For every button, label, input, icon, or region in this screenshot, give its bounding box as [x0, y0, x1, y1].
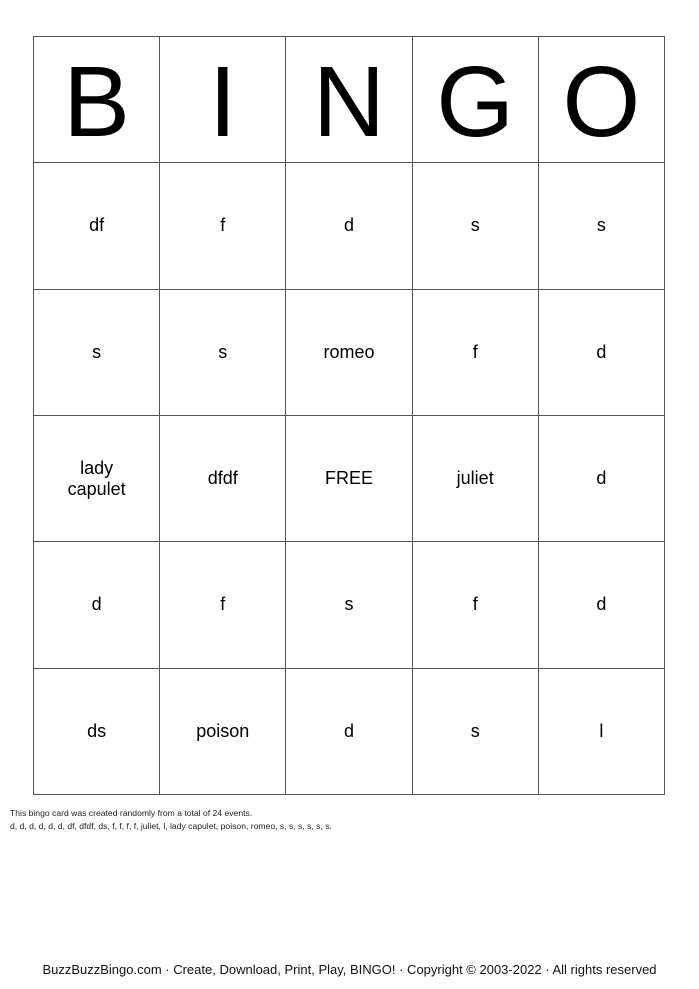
bingo-cell: f: [160, 542, 286, 668]
bingo-cell: f: [160, 163, 286, 289]
bingo-cell: s: [539, 163, 665, 289]
header-cell-b: [34, 37, 160, 163]
card-note: [10, 807, 332, 833]
bingo-cell: s: [160, 290, 286, 416]
bingo-cell: ds: [34, 669, 160, 795]
bingo-cell: d: [539, 416, 665, 542]
header-cell-i: [160, 37, 286, 163]
bingo-cell: romeo: [286, 290, 412, 416]
bingo-cell: s: [413, 669, 539, 795]
header-cell-g: [413, 37, 539, 163]
bingo-cell: f: [413, 542, 539, 668]
header-letter: O: [562, 45, 641, 158]
bingo-cell: l: [539, 669, 665, 795]
header-letter: I: [208, 45, 237, 158]
bingo-cell: d: [286, 669, 412, 795]
bingo-cell: dfdf: [160, 416, 286, 542]
bingo-cell: f: [413, 290, 539, 416]
header-letter: G: [436, 45, 515, 158]
bingo-cell: juliet: [413, 416, 539, 542]
note-event-list: d, d, d, d, d, d, df, dfdf, ds, f, f, f, f, juliet, l, lady capulet, poison, romeo, s, s, s, s, s, s.: [10, 821, 332, 831]
bingo-cell: s: [413, 163, 539, 289]
bingo-cell: d: [539, 542, 665, 668]
header-cell-o: [539, 37, 665, 163]
header-cell-n: [286, 37, 412, 163]
header-letter: B: [63, 45, 130, 158]
header-letter: N: [312, 45, 386, 158]
bingo-cell: s: [34, 290, 160, 416]
footer-copyright: BuzzBuzzBingo.com · Create, Download, Print, Play, BINGO! · Copyright © 2003-2022 · All rights reserved: [42, 962, 657, 977]
bingo-cell: lady capulet: [34, 416, 160, 542]
bingo-cell: d: [286, 163, 412, 289]
note-summary: This bingo card was created randomly from a total of 24 events.: [10, 808, 253, 818]
bingo-card: [33, 36, 665, 795]
bingo-cell: poison: [160, 669, 286, 795]
bingo-cell: s: [286, 542, 412, 668]
free-space-cell: FREE: [286, 416, 412, 542]
bingo-cell: df: [34, 163, 160, 289]
bingo-cell: d: [34, 542, 160, 668]
bingo-cell: d: [539, 290, 665, 416]
